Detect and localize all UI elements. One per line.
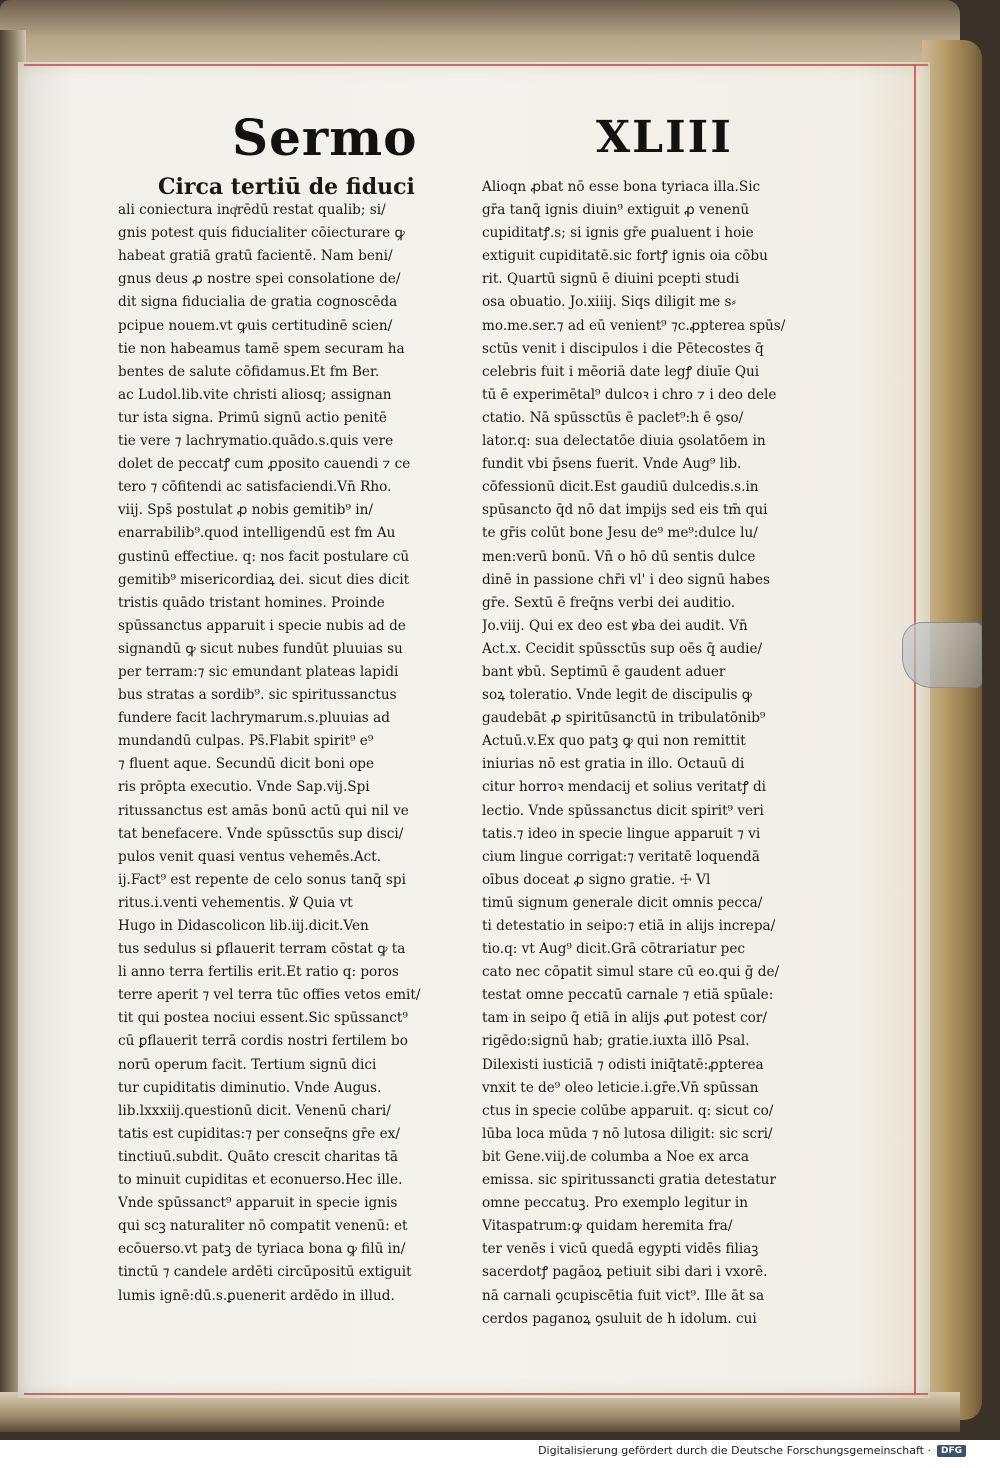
text-line: soꝝ toleratio. Vnde legit de discipulis ꝙ <box>482 687 752 704</box>
text-line: iniurias nō est gratia in illo. Octauū di <box>482 756 745 773</box>
text-line: Alioqn ꝓbat nō esse bona tyriaca illa.Sic <box>482 179 761 195</box>
text-line: pulos venit quasi ventus vehemēs.Act. <box>118 848 382 865</box>
text-line: cū ꝑflauerit terrā cordis nostri fertilem bo <box>118 1033 408 1050</box>
text-line: Act.x. Cecidit spūssctūs sup oēs q̄ audie/ <box>482 640 763 657</box>
text-line: gr̄a tanq̄ ignis diuin⁹ extiguit ꝓ venenū <box>482 202 750 219</box>
text-line: mundandū culpas. Ps̄.Flabit spirit⁹ e⁹ <box>118 733 374 750</box>
text-line: habeat gratiā gratū facientē. Nam beni/ <box>118 248 393 265</box>
text-line: gemitib⁹ misericordiaꝝ dei. sicut dies dicit <box>118 571 410 588</box>
text-line: gr̄e. Sextū ē freq̄ns verbi dei auditio. <box>482 594 736 611</box>
running-head-folio: XLIII <box>596 112 733 163</box>
text-line: lib.lxxxiij.questionū dicit. Venenū chari/ <box>118 1102 391 1119</box>
text-line: enarrabilib⁹.quod intelligendū est fm Au <box>118 525 396 542</box>
text-line: Dilexisti iusticiā ⁊ odisti iniq̄tatē:ꝓpterea <box>482 1056 764 1073</box>
credit-text: Digitalisierung gefördert durch die Deutsche Forschungsgemeinschaft · <box>538 1444 931 1457</box>
text-line: signandū ꝙ sicut nubes fundūt pluuias su <box>118 640 403 657</box>
text-line: lator.q: sua delectatōe diuia ꝯsolatōem in <box>482 433 766 450</box>
text-line: osa obuatio. Jo.xiiij. Siqs diligit me s⸗ <box>482 294 737 311</box>
text-line: tur ista signa. Primū signū actio penitē <box>118 409 387 426</box>
text-line: tero ⁊ cōfitendi ac satisfaciendi.Vn̄ Rho. <box>118 479 392 496</box>
text-line: qui scꝫ naturaliter nō compatit venenū: et <box>118 1218 408 1235</box>
text-line: Circa tertiū de fiduci <box>158 176 415 200</box>
text-line: dolet de peccatꝭ cum ꝓposito cauendi ⁊ ce <box>118 456 411 473</box>
text-line: mo.me.ser.⁊ ad eū venient⁹ ⁊c.ꝓpterea spūs/ <box>482 317 786 334</box>
text-line: lūba loca mūda ⁊ nō lutosa diligit: sic scri/ <box>482 1125 773 1142</box>
text-line: spūsancto q̄d nō dat impijs sed eis tm̄ qui <box>482 502 768 519</box>
text-line: omne peccatuꝫ. Pro exemplo legitur in <box>482 1195 749 1212</box>
text-line: lectio. Vnde spūssanctus dicit spirit⁹ veri <box>482 802 764 819</box>
text-line: citur horroꝛ mendacij et solius veritatꝭ di <box>482 779 767 796</box>
text-line: ij.Fact⁹ est repente de celo sonus tanq̄ spi <box>118 871 406 888</box>
text-line: tat benefacere. Vnde spūssctūs sup disci/ <box>118 825 404 842</box>
text-line: Hugo in Didascolicon lib.iij.dicit.Ven <box>118 918 369 934</box>
text-line: men:verū bonū. Vn̄ o hō dū sentis dulce <box>482 548 756 565</box>
text-line: tinctiuū.subdit. Quāto crescit charitas tā <box>118 1148 399 1165</box>
text-line: cōfessionū dicit.Est gaudiū dulcedis.s.in <box>482 479 759 496</box>
text-line: nā carnali ꝯcupiscētia fuit vict⁹. Ille āt sa <box>482 1287 765 1304</box>
text-line: emissa. sic spiritussancti gratia detestatur <box>482 1172 776 1189</box>
text-line: ris prōpta executio. Vnde Sap.vij.Spi <box>118 779 370 796</box>
book-top-edge <box>0 0 960 70</box>
text-line: ritus.i.venti vehementis. ℣ Quia vt <box>118 894 353 911</box>
text-line: tur cupiditatis diminutio. Vnde Augus. <box>118 1079 382 1096</box>
text-line: gaudebāt ꝓ spiritūsanctū in tribulatōnib⁹ <box>482 710 766 727</box>
text-line: tatis.⁊ ideo in specie lingue apparuit ⁊ vi <box>482 825 761 842</box>
red-rule-bottom <box>24 1393 928 1395</box>
text-line: fundit vbi p̄sens fuerit. Vnde Aug⁹ lib. <box>482 456 742 473</box>
text-line: tū ē experimētal⁹ dulcoꝛ i chro ⁊ i deo dele <box>482 386 777 403</box>
text-line: ti detestatio in seipo:⁊ etiā in alijs increpa/ <box>482 918 776 934</box>
text-line: ter venēs i vicū quedā egypti vidēs filiaꝫ <box>482 1241 759 1258</box>
text-line: tus sedulus si ꝑflauerit terram cōstat ꝙ ta <box>118 941 406 958</box>
text-line: ctus in specie colūbe apparuit. q: sicut co/ <box>482 1102 774 1119</box>
text-line: bit Gene.viij.de columba a Noe ex arca <box>482 1148 749 1165</box>
text-line: li anno terra fertilis erit.Et ratio q: poros <box>118 964 399 981</box>
text-line: Jo.viij. Qui ex deo est ꝟba dei audit. Vn̄ <box>482 617 748 634</box>
text-line: Vitaspatrum:ꝙ quidam heremita fra/ <box>482 1218 733 1235</box>
text-line: te gr̄is colūt bone Jesu de⁹ me⁹:dulce lu/ <box>482 525 758 542</box>
digitization-credit <box>538 1444 966 1457</box>
text-line: cato nec cōpatit simul stare cū eo.qui ḡ de/ <box>482 964 780 981</box>
text-line: cerdos paganoꝝ ꝯsuluit de h idolum. cui <box>482 1310 757 1327</box>
text-line: terre aperit ⁊ vel terra tūc offies vetos emit/ <box>118 987 421 1004</box>
text-line: dit signa fiducialia de gratia cognoscēda <box>118 294 398 311</box>
text-column-right <box>482 176 818 1331</box>
text-line: cium lingue corrigat:⁊ veritatē loquendā <box>482 848 760 865</box>
text-line: sacerdotꝭ pagāoꝝ petiuit sibi dari i vxorē. <box>482 1264 768 1281</box>
text-line: sctūs venit i discipulos i die Pētecostes q̄ <box>482 340 764 357</box>
text-line: viij. Sps̄ postulat ꝓ nobis gemitib⁹ in/ <box>118 502 373 519</box>
text-line: bentes de salute cōfidamus.Et fm Ber. <box>118 363 380 380</box>
text-line: ctatio. Nā spūssctūs ē paclet⁹:h ē ꝯso/ <box>482 409 744 426</box>
text-line: extiguit cupiditatē.sic fortꝭ ignis oia cōbu <box>482 248 768 265</box>
page-clip <box>902 622 982 688</box>
book-fore-edge <box>922 40 982 1420</box>
text-line: per terram:⁊ sic emundant plateas lapidi <box>118 663 399 680</box>
running-head-title: Sermo <box>232 108 418 167</box>
text-line: norū operum facit. Tertium signū dici <box>118 1056 377 1073</box>
text-line: Actuū.v.Ex quo patꝫ ꝙ qui non remittit <box>482 733 746 750</box>
text-line: fundere facit lachrymarum.s.pluuias ad <box>118 710 390 727</box>
text-line: ⁊ fluent aque. Secundū dicit boni ope <box>118 756 375 773</box>
text-line: timū signum generale dicit omnis pecca/ <box>482 894 763 911</box>
text-line: gnis potest quis fiducialiter cōiecturare ꝙ <box>118 225 405 242</box>
text-line: ac Ludol.lib.vite christi aliosq; assignan <box>118 386 392 403</box>
text-line: cupiditatꝭ.s; si ignis gr̄e ꝑualuent i hoie <box>482 225 754 242</box>
book-bottom-edge <box>0 1392 960 1432</box>
text-line: bant ꝟbū. Septimū ē gaudent aduer <box>482 663 726 680</box>
text-line: lumis ignē:dū.s.ꝑuenerit ardēdo in illud. <box>118 1287 395 1304</box>
text-line: ritussanctus est amās bonū actū qui nil ve <box>118 802 409 819</box>
text-line: ecōuerso.vt patꝫ de tyriaca bona ꝙ filū in/ <box>118 1241 406 1258</box>
dfg-logo: DFG <box>937 1445 966 1457</box>
text-line: tio.q: vt Aug⁹ dicit.Grā cōtrariatur pec <box>482 941 745 958</box>
text-line: tinctū ⁊ candele ardēti circūpositū extiguit <box>118 1264 412 1281</box>
text-line: to minuit cupiditas et econuerso.Hec ille. <box>118 1172 403 1189</box>
text-line: tristis quādo tristant homines. Proinde <box>118 594 385 611</box>
red-rule-top <box>24 64 928 66</box>
text-line: spūssanctus apparuit i specie nubis ad de <box>118 617 406 634</box>
text-line: Vnde spūssanct⁹ apparuit in specie ignis <box>118 1195 398 1212</box>
text-line: tit qui postea nociui essent.Sic spūssanct⁹ <box>118 1010 408 1027</box>
text-line: tie non habeamus tamē spem securam ha <box>118 340 405 357</box>
text-line: rit. Quartū signū ē diuini pcepti studi <box>482 271 740 288</box>
text-line: gnus deus ꝓ nostre spei consolatione de/ <box>118 271 401 288</box>
text-line: ali coniectura inqͥrēdū restat qualib; si/ <box>118 202 386 219</box>
text-line: tatis est cupiditas:⁊ per conseq̄ns gr̄e ex/ <box>118 1125 400 1142</box>
text-line: testat omne peccatū carnale ⁊ etiā spūale: <box>482 987 774 1004</box>
text-line: pcipue nouem.vt ꝙuis certitudinē scien/ <box>118 317 393 334</box>
text-line: oībus doceat ꝓ signo gratie. ☩ Vl <box>482 871 711 888</box>
text-line: gustinū effectiue. q: nos facit postulare cū <box>118 548 410 565</box>
text-column-left <box>118 176 458 1308</box>
text-line: tie vere ⁊ lachrymatio.quādo.s.quis vere <box>118 433 394 450</box>
red-rule-right <box>914 64 916 1394</box>
text-line: bus stratas a sordib⁹. sic spiritussanctus <box>118 687 397 704</box>
text-line: rigēdo:signū hab; gratie.iuxta illō Psal. <box>482 1033 750 1050</box>
text-line: vnxit te de⁹ oleo leticie.i.gr̄e.Vn̄ spūssan <box>482 1079 759 1096</box>
text-line: tam in seipo q̄ etiā in alijs ꝓut potest cor/ <box>482 1010 767 1027</box>
text-line: dinē in passione chr̄i vl' i deo signū habes <box>482 571 770 588</box>
text-line: celebris fuit i mēoriā date legꝭ diuīe Qui <box>482 363 760 380</box>
